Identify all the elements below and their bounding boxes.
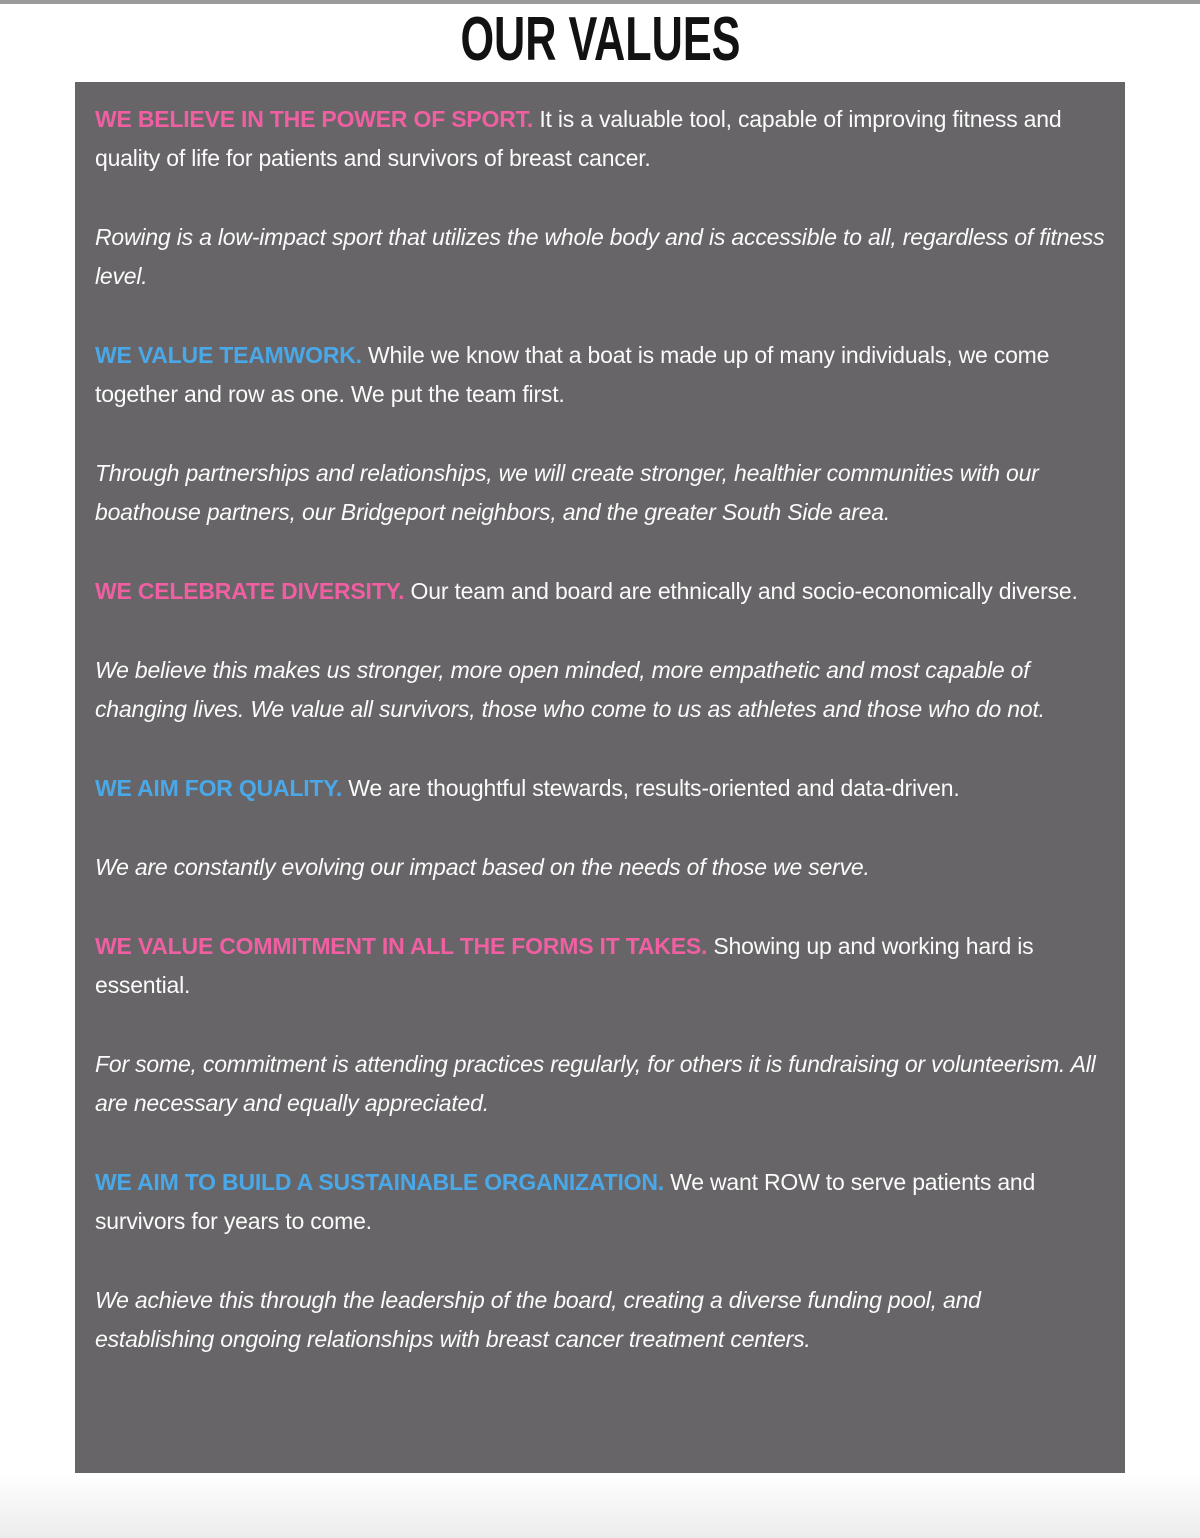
bottom-page-fade	[0, 1473, 1200, 1538]
value-body-text: For some, commitment is attending practices regularly, for others it is fundraising or volunteerism. All are necessary and equally appreciated.	[95, 1051, 1096, 1116]
value-headline: WE VALUE COMMITMENT IN ALL THE FORMS IT TAKES.	[95, 933, 708, 959]
value-detail-paragraph	[95, 651, 1105, 729]
value-body-text: It is a valuable tool, capable of improving fitness and quality of life for patients and survivors of breast cancer.	[95, 106, 1062, 171]
value-headline: WE BELIEVE IN THE POWER OF SPORT.	[95, 106, 534, 132]
value-detail-paragraph	[95, 1045, 1105, 1123]
value-statement-paragraph	[95, 1163, 1105, 1241]
value-body-text: We believe this makes us stronger, more open minded, more empathetic and most capable of changing lives. We value all survivors, those who come to us as athletes and those who do not.	[95, 657, 1045, 722]
value-body-text: We are thoughtful stewards, results-oriented and data-driven.	[348, 775, 960, 801]
value-headline: WE CELEBRATE DIVERSITY.	[95, 578, 405, 604]
value-body-text: Rowing is a low-impact sport that utilizes the whole body and is accessible to all, regardless of fitness level.	[95, 224, 1105, 289]
page-title-text: OUR VALUES	[459, 3, 741, 74]
value-statement-paragraph	[95, 336, 1105, 414]
value-detail-paragraph	[95, 454, 1105, 532]
value-body-text: Our team and board are ethnically and socio-economically diverse.	[410, 578, 1078, 604]
value-statement-paragraph	[95, 572, 1105, 611]
values-panel	[75, 82, 1125, 1473]
value-body-text: While we know that a boat is made up of many individuals, we come together and row as one. We put the team first.	[95, 342, 1050, 407]
value-headline: WE AIM FOR QUALITY.	[95, 775, 343, 801]
value-headline: WE VALUE TEAMWORK.	[95, 342, 362, 368]
value-detail-paragraph	[95, 1281, 1105, 1359]
value-statement-paragraph	[95, 927, 1105, 1005]
value-body-text: Showing up and working hard is essential.	[95, 933, 1034, 998]
value-statement-paragraph	[95, 100, 1105, 178]
value-body-text: We achieve this through the leadership of the board, creating a diverse funding pool, and establishing ongoing relationships with breast cancer treatment centers.	[95, 1287, 981, 1352]
page-title	[0, 3, 1200, 74]
value-body-text: Through partnerships and relationships, we will create stronger, healthier communities with our boathouse partners, our Bridgeport neighbors, and the greater South Side area.	[95, 460, 1039, 525]
value-statement-paragraph	[95, 769, 1105, 808]
value-detail-paragraph	[95, 218, 1105, 296]
value-headline: WE AIM TO BUILD A SUSTAINABLE ORGANIZATION.	[95, 1169, 664, 1195]
value-body-text: We are constantly evolving our impact based on the needs of those we serve.	[95, 854, 870, 880]
value-detail-paragraph	[95, 848, 1105, 887]
value-body-text: We want ROW to serve patients and survivors for years to come.	[95, 1169, 1036, 1234]
